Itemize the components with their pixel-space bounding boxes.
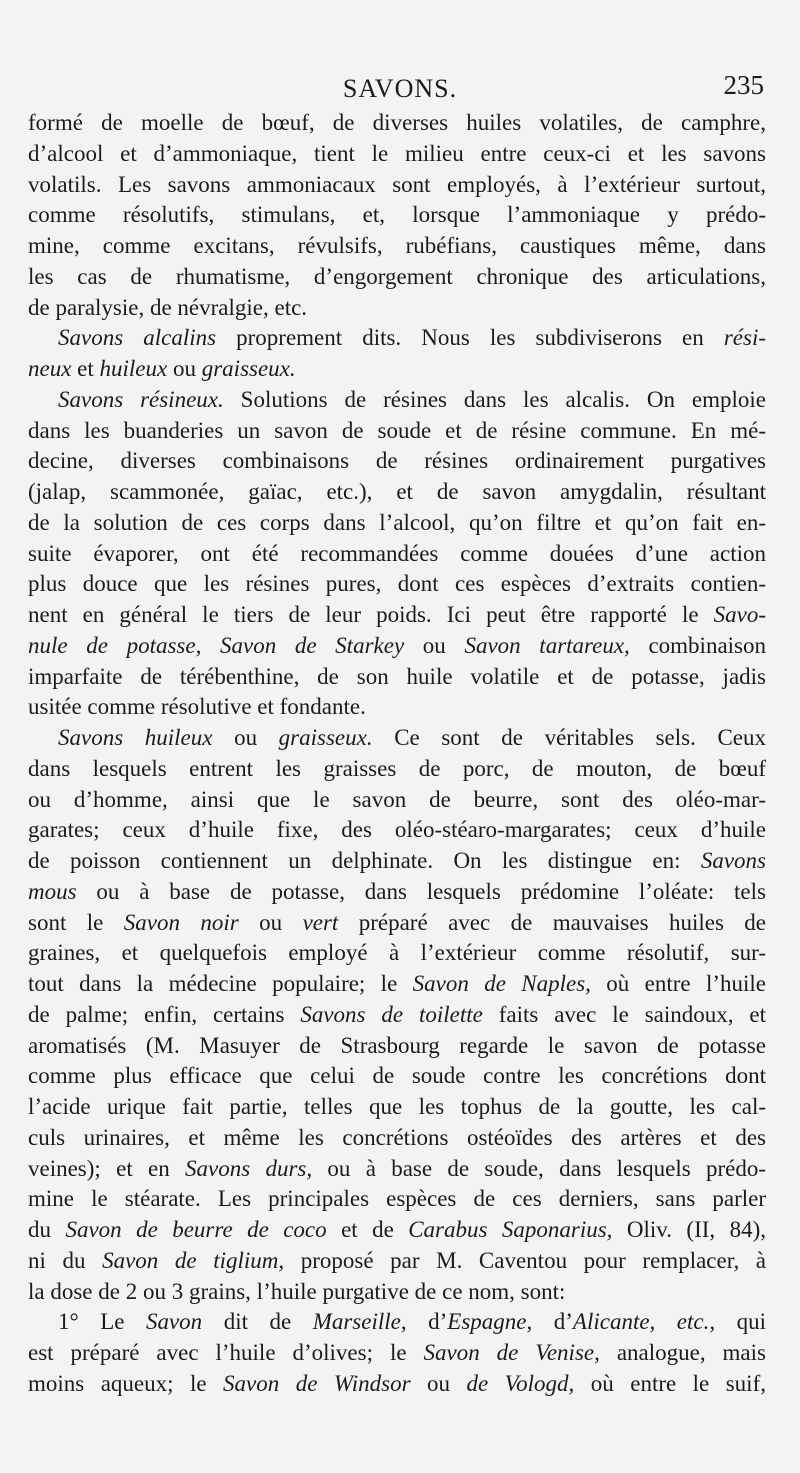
italic-text: Savons huileux	[58, 725, 213, 750]
text-span: ou	[410, 1370, 467, 1396]
italic-text: nule de potasse, Savon de Starkey	[28, 632, 405, 658]
text-span: proprement dits. Nous les subdiviserons en	[216, 325, 724, 351]
text-span: suite évaporer, ont été recommandées comme douées d’une action	[28, 540, 766, 566]
text-line	[28, 385, 766, 416]
italic-text: Savon tartareux,	[464, 632, 630, 658]
text-line	[28, 1154, 766, 1185]
text-span: Solutions de résines dans les alcalis. On emploie	[223, 386, 766, 412]
italic-text: Savons de toilette	[300, 1001, 483, 1027]
text-line	[28, 1000, 766, 1031]
text-span: de paralysie, de névralgie, etc.	[28, 294, 308, 320]
text-span: garates; ceux d’huile fixe, des oléo-stéaro-margarates; ceux d’huile	[28, 817, 766, 843]
text-span: où entre l’huile	[590, 971, 766, 996]
text-span: mine, comme excitans, révulsifs, rubéfians, caustiques même, dans	[28, 233, 766, 258]
text-line	[28, 323, 766, 354]
italic-text: Savon de tiglium,	[102, 1247, 285, 1273]
text-line	[28, 446, 766, 477]
italic-text: Espagne	[447, 1309, 527, 1335]
text-span: de poisson contiennent un delphinate. On les distingue en:	[28, 848, 701, 873]
text-line	[28, 1246, 766, 1277]
text-span: culs urinaires, et même les concrétions ostéoïdes des artères et des	[28, 1124, 766, 1150]
text-span: ou à base de soude, dans lesquels prédo-	[312, 1155, 766, 1181]
page-header	[30, 70, 770, 110]
italic-text: graisseux.	[201, 356, 296, 381]
italic-text: Savons	[700, 848, 766, 873]
text-span: la dose de 2 ou 3 grains, l’huile purgative de ce nom, sont:	[28, 1278, 566, 1304]
text-line	[28, 262, 766, 293]
running-title: SAVONS.	[342, 74, 458, 103]
text-span: de la solution de ces corps dans l’alcool, qu’on filtre et qu’on fait en-	[28, 509, 766, 535]
text-line	[28, 1031, 766, 1062]
text-line	[28, 1123, 766, 1154]
text-line	[28, 785, 766, 816]
text-span: Oliv. (II, 84),	[612, 1217, 766, 1242]
text-span: ou à base de potasse, dans lesquels prédomine l’oléate: tels	[76, 878, 766, 904]
italic-text: Savon de Venise,	[423, 1340, 600, 1365]
text-span: mine le stéarate. Les principales espèces de ces derniers, sans parler	[28, 1186, 766, 1212]
text-span: aromatisés (M. Masuyer de Strasbourg regarde le savon de potasse	[28, 1032, 766, 1058]
text-span: moins aqueux; le	[28, 1370, 224, 1396]
text-span: ou	[404, 632, 465, 658]
text-line	[28, 908, 766, 939]
text-line	[28, 539, 766, 570]
text-span: tout dans la médecine populaire; le	[28, 971, 413, 996]
italic-text: Savons résineux.	[58, 386, 224, 412]
text-line	[28, 508, 766, 539]
italic-text: Savons durs,	[185, 1155, 313, 1181]
text-line	[28, 754, 766, 785]
text-span: dans lesquels entrent les graisses de porc, de mouton, de bœuf	[28, 755, 766, 781]
text-span: et de	[326, 1217, 409, 1242]
page-number: 235	[723, 70, 764, 100]
text-span: ou	[212, 725, 279, 750]
text-span: les cas de rhumatisme, d’engorgement chronique des articulations,	[28, 263, 766, 289]
text-line	[28, 662, 766, 693]
text-span: ou	[167, 356, 202, 381]
text-line	[28, 692, 766, 723]
italic-text: neux	[28, 356, 72, 381]
text-span: imparfaite de térébenthine, de son huile volatile et de potasse, jadis	[28, 663, 766, 689]
text-span: comme plus efficace que celui de soude contre les concrétions dont	[28, 1063, 766, 1089]
italic-text: Savon de Naples,	[412, 971, 591, 996]
text-line	[28, 815, 766, 846]
text-span: plus douce que les résines pures, dont ces espèces d’extraits contien-	[28, 571, 766, 597]
text-line	[28, 1369, 766, 1400]
text-span: 1° Le	[58, 1309, 146, 1335]
text-line	[28, 938, 766, 969]
text-line	[28, 1215, 766, 1246]
italic-text: Savon	[145, 1309, 203, 1335]
text-line	[28, 1307, 766, 1338]
text-line	[28, 1092, 766, 1123]
text-line	[28, 1184, 766, 1215]
text-line	[28, 139, 766, 170]
italic-text: Savon noir	[123, 909, 239, 935]
text-span: combinaison	[629, 632, 766, 658]
italic-text: Alicante, etc.,	[572, 1309, 716, 1335]
italic-text: mous	[28, 878, 77, 904]
text-span: analogue, mais	[599, 1340, 766, 1365]
text-span: formé de moelle de bœuf, de diverses huiles volatiles, de camphre,	[28, 110, 766, 135]
text-span: faits avec le saindoux, et	[482, 1001, 766, 1027]
text-span: volatils. Les savons ammoniacaux sont employés, à l’extérieur surtout,	[28, 171, 766, 197]
text-line	[28, 846, 766, 877]
text-span: , d’	[400, 1309, 448, 1335]
text-span: du	[28, 1217, 66, 1242]
text-span: ou d’homme, ainsi que le savon de beurre, sont des oléo-mar-	[28, 786, 766, 812]
text-line	[28, 877, 766, 908]
text-line	[28, 1338, 766, 1369]
text-span: et	[71, 356, 100, 381]
text-span: sont le	[28, 909, 124, 935]
text-span: de palme; enfin, certains	[28, 1001, 301, 1027]
text-line	[28, 354, 766, 385]
text-line	[28, 477, 766, 508]
text-line	[28, 1061, 766, 1092]
text-line	[28, 108, 766, 139]
text-span: ni du	[28, 1247, 103, 1273]
text-span: nent en général le tiers de leur poids. Ici peut être rapporté le	[28, 602, 714, 627]
italic-text: Savo-	[713, 602, 766, 627]
text-line	[28, 969, 766, 1000]
text-span: l’acide urique fait partie, telles que les tophus de la goutte, les cal-	[28, 1094, 766, 1119]
text-line	[28, 416, 766, 447]
italic-text: rési-	[723, 325, 766, 351]
text-line	[28, 631, 766, 662]
text-span: decine, diverses combinaisons de résines ordinairement purgatives	[28, 448, 766, 474]
italic-text: Carabus Saponarius,	[408, 1217, 613, 1242]
text-line	[28, 569, 766, 600]
italic-text: Savon de Windsor	[223, 1370, 411, 1396]
text-span: proposé par M. Caventou pour remplacer, à	[284, 1247, 766, 1273]
text-span: est préparé avec l’huile d’olives; le	[28, 1340, 424, 1365]
italic-text: Marseille	[312, 1309, 401, 1335]
italic-text: huileux	[99, 356, 168, 381]
text-line	[28, 723, 766, 754]
text-line	[28, 231, 766, 262]
text-line	[28, 600, 766, 631]
italic-text: vert	[302, 909, 339, 935]
text-span: ou	[238, 909, 303, 935]
text-line	[28, 293, 766, 324]
body-text	[28, 108, 766, 1400]
italic-text: graisseux.	[278, 725, 373, 750]
text-span: préparé avec de mauvaises huiles de	[338, 909, 766, 935]
text-span: graines, et quelquefois employé à l’extérieur comme résolutif, sur-	[28, 940, 766, 966]
text-span: veines); et en	[28, 1155, 186, 1181]
text-span: Ce sont de véritables sels. Ceux	[372, 725, 766, 750]
text-span: comme résolutifs, stimulans, et, lorsque l’ammoniaque y prédo-	[28, 202, 766, 228]
italic-text: de Vologd,	[466, 1370, 575, 1396]
text-span: d’alcool et d’ammoniaque, tient le milieu entre ceux-ci et les savons	[28, 140, 766, 166]
text-line	[28, 200, 766, 231]
text-line	[28, 170, 766, 201]
text-span: où entre le suif,	[574, 1370, 766, 1396]
italic-text: Savons alcalins	[58, 325, 217, 351]
text-span: , d’	[526, 1309, 573, 1335]
text-span: (jalap, scammonée, gaïac, etc.), et de savon amygdalin, résultant	[28, 479, 766, 504]
text-span: usitée comme résolutive et fondante.	[28, 694, 366, 720]
text-line	[28, 1277, 766, 1308]
italic-text: Savon de beurre de coco	[65, 1217, 327, 1242]
text-span: qui	[715, 1309, 766, 1335]
text-span: dans les buanderies un savon de soude et de résine commune. En mé-	[28, 417, 766, 443]
text-span: dit de	[202, 1309, 313, 1335]
